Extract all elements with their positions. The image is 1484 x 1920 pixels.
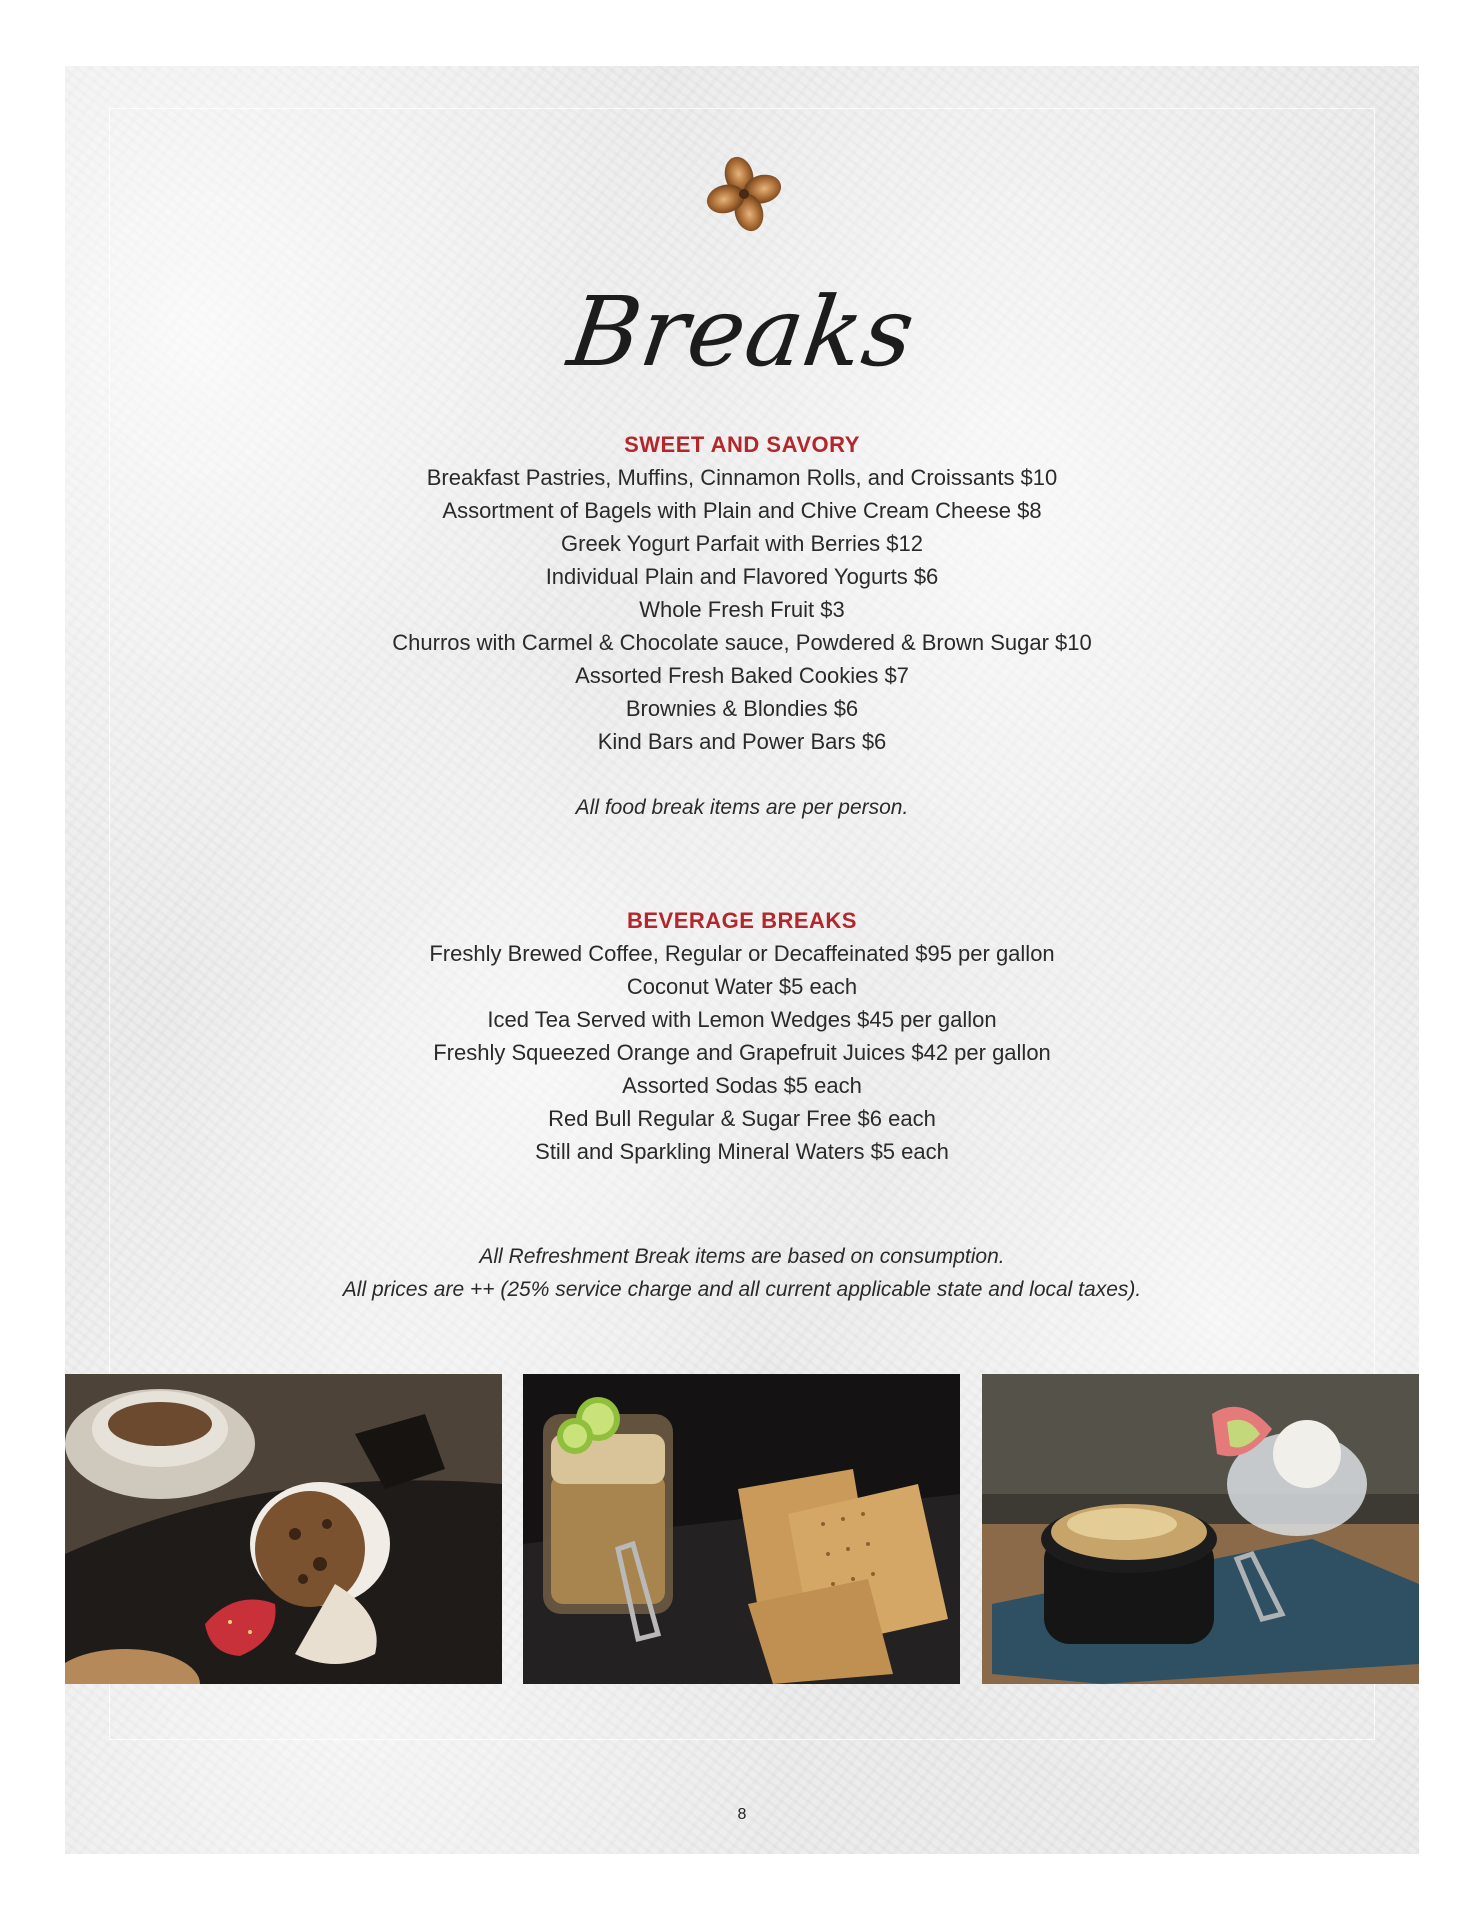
photo-strip (65, 1374, 1419, 1684)
section-heading: SWEET AND SAVORY (624, 432, 860, 457)
menu-item: Greek Yogurt Parfait with Berries $12 (561, 531, 923, 556)
page-title: Breaks (562, 276, 922, 388)
menu-item: Freshly Squeezed Orange and Grapefruit Juices $42 per gallon (433, 1040, 1051, 1065)
beverage-list (65, 937, 1419, 1168)
key-lime-jar-photo (523, 1374, 960, 1684)
menu-item: Freshly Brewed Coffee, Regular or Decaffeinated $95 per gallon (429, 941, 1055, 966)
footnote: All Refreshment Break items are based on consumption. (479, 1245, 1005, 1268)
menu-page (65, 66, 1419, 1854)
beverage-section (65, 904, 1419, 1168)
menu-item: Churros with Carmel & Chocolate sauce, Powdered & Brown Sugar $10 (392, 630, 1092, 655)
menu-item: Iced Tea Served with Lemon Wedges $45 per gallon (487, 1007, 997, 1032)
food-note: All food break items are per person. (575, 796, 909, 819)
sweet-savory-list (65, 461, 1419, 758)
bread-pudding-photo (982, 1374, 1419, 1684)
page-number: 8 (737, 1806, 747, 1823)
menu-item: Individual Plain and Flavored Yogurts $6 (545, 564, 939, 589)
menu-item: Kind Bars and Power Bars $6 (597, 729, 887, 754)
footnote: All prices are ++ (25% service charge and all current applicable state and local taxes). (342, 1278, 1142, 1301)
flower-logo-icon (702, 152, 786, 236)
menu-item: Breakfast Pastries, Muffins, Cinnamon Rolls, and Croissants $10 (426, 465, 1058, 490)
menu-item: Assorted Sodas $5 each (622, 1073, 862, 1098)
sweet-savory-section (65, 428, 1419, 824)
menu-item: Still and Sparkling Mineral Waters $5 each (535, 1139, 949, 1164)
footnotes (65, 1240, 1419, 1306)
cookie-skillet-photo (65, 1374, 502, 1684)
menu-item: Whole Fresh Fruit $3 (639, 597, 845, 622)
menu-item: Assortment of Bagels with Plain and Chive Cream Cheese $8 (442, 498, 1042, 523)
menu-item: Red Bull Regular & Sugar Free $6 each (548, 1106, 936, 1131)
section-heading: BEVERAGE BREAKS (627, 908, 857, 933)
menu-item: Assorted Fresh Baked Cookies $7 (575, 663, 909, 688)
menu-item: Brownies & Blondies $6 (625, 696, 859, 721)
menu-item: Coconut Water $5 each (626, 974, 858, 999)
